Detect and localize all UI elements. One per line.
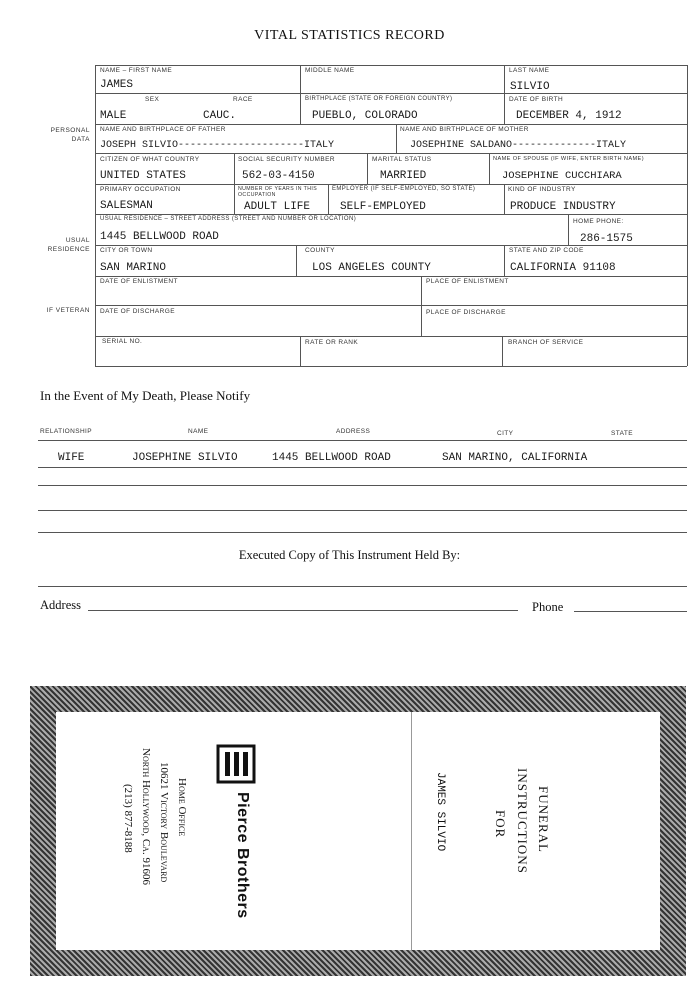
date-of-birth-value: DECEMBER 4, 1912 (516, 110, 622, 122)
office-city: North Hollywood, Ca. 91606 (140, 748, 152, 885)
state-zip-value: CALIFORNIA 91108 (510, 262, 616, 274)
enlistment-place-label: PLACE OF ENLISTMENT (426, 278, 509, 285)
county-value: LOS ANGELES COUNTY (312, 262, 431, 274)
mother-label: NAME AND BIRTHPLACE OF MOTHER (400, 126, 529, 133)
mother-value: JOSEPHINE SALDANO--------------ITALY (410, 140, 627, 151)
phone-label-bottom: Phone (532, 600, 564, 614)
funeral-title-line1: FUNERAL (536, 786, 551, 853)
race-value: CAUC. (203, 110, 237, 122)
race-label: RACE (233, 96, 253, 103)
home-office: Home Office (176, 778, 188, 837)
phone-value: 286-1575 (580, 233, 633, 245)
notify-heading: In the Event of My Death, Please Notify (40, 388, 251, 403)
page-title: VITAL STATISTICS RECORD (254, 28, 445, 43)
industry-label: KIND OF INDUSTRY (508, 186, 576, 193)
branch-label: BRANCH OF SERVICE (508, 339, 584, 346)
years-label: NUMBER OF YEARS IN THIS OCCUPATION (238, 186, 318, 198)
serial-label: SERIAL NO. (102, 338, 143, 345)
notify-relationship: WIFE (58, 452, 85, 464)
enlistment-date-label: DATE OF ENLISTMENT (100, 278, 178, 285)
funeral-title-line3: FOR (493, 810, 508, 839)
col-name: NAME (188, 428, 209, 435)
folder-cover (30, 686, 686, 976)
notify-address: 1445 BELLWOOD ROAD (272, 452, 391, 464)
years-value: ADULT LIFE (244, 201, 311, 213)
rank-label: RATE OR RANK (305, 339, 359, 346)
funeral-title-line2: INSTRUCTIONS (515, 768, 530, 874)
notify-name: JOSEPHINE SILVIO (132, 452, 238, 464)
occupation-label: PRIMARY OCCUPATION (100, 186, 181, 193)
deceased-name: JAMES SILVIO (434, 772, 446, 852)
discharge-place-label: PLACE OF DISCHARGE (426, 309, 506, 316)
last-name-label: LAST NAME (509, 67, 550, 74)
father-label: NAME AND BIRTHPLACE OF FATHER (100, 126, 226, 133)
office-phone: (213) 877-8188 (122, 784, 134, 853)
citizen-value: UNITED STATES (100, 170, 186, 182)
city-value: SAN MARINO (100, 262, 167, 274)
last-name-value: SILVIO (510, 81, 550, 93)
employer-value: SELF-EMPLOYED (340, 201, 426, 213)
phone-label: HOME PHONE: (573, 218, 624, 225)
address-label-bottom: Address (40, 598, 81, 612)
first-name-label: NAME – FIRST NAME (100, 67, 173, 74)
notify-city: SAN MARINO, CALIFORNIA (442, 452, 588, 464)
citizen-label: CITIZEN OF WHAT COUNTRY (100, 156, 200, 163)
date-of-birth-label: DATE OF BIRTH (509, 96, 564, 103)
birthplace-label: BIRTHPLACE (STATE OR FOREIGN COUNTRY) (305, 96, 453, 102)
marital-value: MARRIED (380, 170, 427, 182)
spouse-label: NAME OF SPOUSE (IF WIFE, ENTER BIRTH NAME) (493, 156, 644, 162)
industry-value: PRODUCE INDUSTRY (510, 201, 616, 213)
sex-label: SEX (145, 96, 160, 103)
birthplace-value: PUEBLO, COLORADO (312, 110, 418, 122)
spouse-value: JOSEPHINE CUCCHIARA (502, 170, 622, 182)
col-state: STATE (611, 430, 633, 437)
ssn-label: SOCIAL SECURITY NUMBER (238, 156, 335, 163)
occupation-value: SALESMAN (100, 200, 153, 212)
col-address: ADDRESS (336, 428, 371, 435)
father-value: JOSEPH SILVIO---------------------ITALY (100, 140, 335, 151)
pierce-brothers-logo-icon (216, 744, 256, 784)
address-value: 1445 BELLWOOD ROAD (100, 231, 219, 243)
county-label: COUNTY (305, 247, 335, 254)
executed-heading: Executed Copy of This Instrument Held By: (238, 548, 461, 562)
marital-label: MARITAL STATUS (372, 156, 432, 163)
veteran-label: IF VETERAN (46, 307, 90, 314)
state-zip-label: STATE AND ZIP CODE (509, 247, 584, 254)
col-city: CITY (497, 430, 514, 437)
city-label: CITY OR TOWN (100, 247, 153, 254)
personal-data-label: PERSONAL DATA (50, 127, 90, 143)
usual-residence-label: USUAL RESIDENCE (47, 237, 90, 253)
address-label: USUAL RESIDENCE – STREET ADDRESS (STREET AND NUMBER OR LOCATION) (100, 216, 357, 222)
ssn-value: 562-03-4150 (242, 170, 315, 182)
col-relationship: RELATIONSHIP (40, 428, 92, 435)
discharge-date-label: DATE OF DISCHARGE (100, 308, 175, 315)
company-name: Pierce Brothers (234, 792, 251, 919)
employer-label: EMPLOYER (IF SELF-EMPLOYED, SO STATE) (332, 186, 476, 192)
first-name-value: JAMES (100, 79, 134, 91)
sex-value: MALE (100, 110, 127, 122)
middle-name-label: MIDDLE NAME (305, 67, 355, 74)
office-street: 10621 Victory Boulevard (158, 762, 170, 883)
